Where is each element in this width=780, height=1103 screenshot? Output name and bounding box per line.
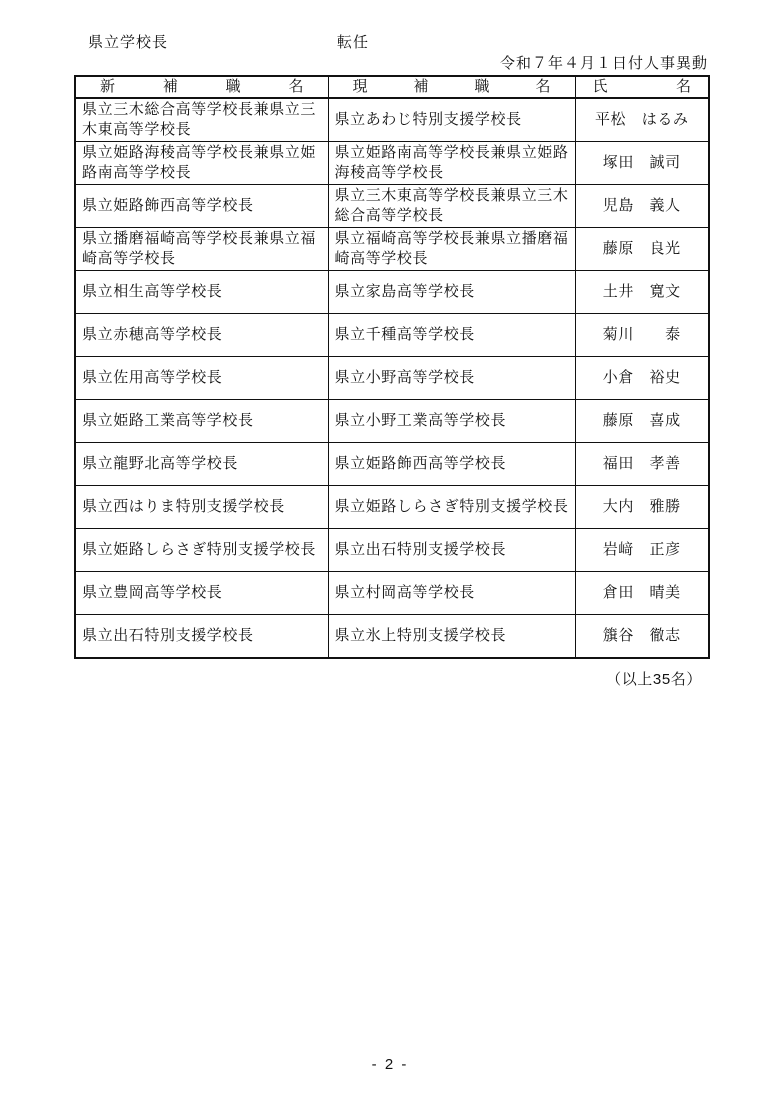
name-cell: 福田 孝善 [575, 443, 709, 486]
new-position-cell: 県立出石特別支援学校長 [75, 615, 328, 658]
new-position-cell: 県立姫路海稜高等学校長兼県立姫路南高等学校長 [75, 142, 328, 185]
current-position-cell: 県立氷上特別支援学校長 [328, 615, 575, 658]
name-cell: 倉田 晴美 [575, 572, 709, 615]
table-row [75, 228, 709, 271]
new-position-cell: 県立豊岡高等学校長 [75, 572, 328, 615]
new-position-cell: 県立三木総合高等学校長兼県立三木東高等学校長 [75, 98, 328, 142]
new-position-cell: 県立佐用高等学校長 [75, 357, 328, 400]
name-cell: 藤原 喜成 [575, 400, 709, 443]
new-position-cell: 県立姫路工業高等学校長 [75, 400, 328, 443]
name-cell: 児島 義人 [575, 185, 709, 228]
current-position-cell: 県立小野工業高等学校長 [328, 400, 575, 443]
table-header-row [75, 76, 709, 98]
table-row [75, 529, 709, 572]
current-position-cell: 県立姫路南高等学校長兼県立姫路海稜高等学校長 [328, 142, 575, 185]
name-cell: 籏谷 徹志 [575, 615, 709, 658]
table-row [75, 98, 709, 142]
table-row [75, 443, 709, 486]
new-position-cell: 県立龍野北高等学校長 [75, 443, 328, 486]
current-position-cell: 県立三木東高等学校長兼県立三木総合高等学校長 [328, 185, 575, 228]
current-position-cell: 県立出石特別支援学校長 [328, 529, 575, 572]
section-label: 転任 [337, 34, 370, 51]
personnel-table [74, 75, 710, 659]
category-label: 県立学校長 [88, 34, 169, 51]
name-cell: 土井 寛文 [575, 271, 709, 314]
date-line: 令和７年４月１日付人事異動 [499, 55, 708, 72]
current-position-cell: 県立姫路飾西高等学校長 [328, 443, 575, 486]
table-row [75, 400, 709, 443]
new-position-cell: 県立播磨福崎高等学校長兼県立福崎高等学校長 [75, 228, 328, 271]
table-row [75, 185, 709, 228]
table-row [75, 271, 709, 314]
total-note: （以上35名） [606, 671, 702, 688]
table-row [75, 314, 709, 357]
current-position-cell: 県立家島高等学校長 [328, 271, 575, 314]
name-cell: 小倉 裕史 [575, 357, 709, 400]
col-header-name: 氏名 [575, 76, 709, 98]
table-row [75, 572, 709, 615]
new-position-cell: 県立姫路しらさぎ特別支援学校長 [75, 529, 328, 572]
col-header-current-position: 現補職名 [328, 76, 575, 98]
new-position-cell: 県立西はりま特別支援学校長 [75, 486, 328, 529]
name-cell: 塚田 誠司 [575, 142, 709, 185]
current-position-cell: 県立福崎高等学校長兼県立播磨福崎高等学校長 [328, 228, 575, 271]
table-row [75, 142, 709, 185]
current-position-cell: 県立姫路しらさぎ特別支援学校長 [328, 486, 575, 529]
current-position-cell: 県立あわじ特別支援学校長 [328, 98, 575, 142]
table-row [75, 615, 709, 658]
new-position-cell: 県立姫路飾西高等学校長 [75, 185, 328, 228]
new-position-cell: 県立相生高等学校長 [75, 271, 328, 314]
page-number: - 2 - [371, 1056, 409, 1073]
name-cell: 菊川 泰 [575, 314, 709, 357]
table-row [75, 486, 709, 529]
current-position-cell: 県立千種高等学校長 [328, 314, 575, 357]
name-cell: 藤原 良光 [575, 228, 709, 271]
name-cell: 平松 はるみ [575, 98, 709, 142]
table-row [75, 357, 709, 400]
name-cell: 岩﨑 正彦 [575, 529, 709, 572]
col-header-new-position: 新補職名 [75, 76, 328, 98]
current-position-cell: 県立小野高等学校長 [328, 357, 575, 400]
current-position-cell: 県立村岡高等学校長 [328, 572, 575, 615]
name-cell: 大内 雅勝 [575, 486, 709, 529]
new-position-cell: 県立赤穂高等学校長 [75, 314, 328, 357]
